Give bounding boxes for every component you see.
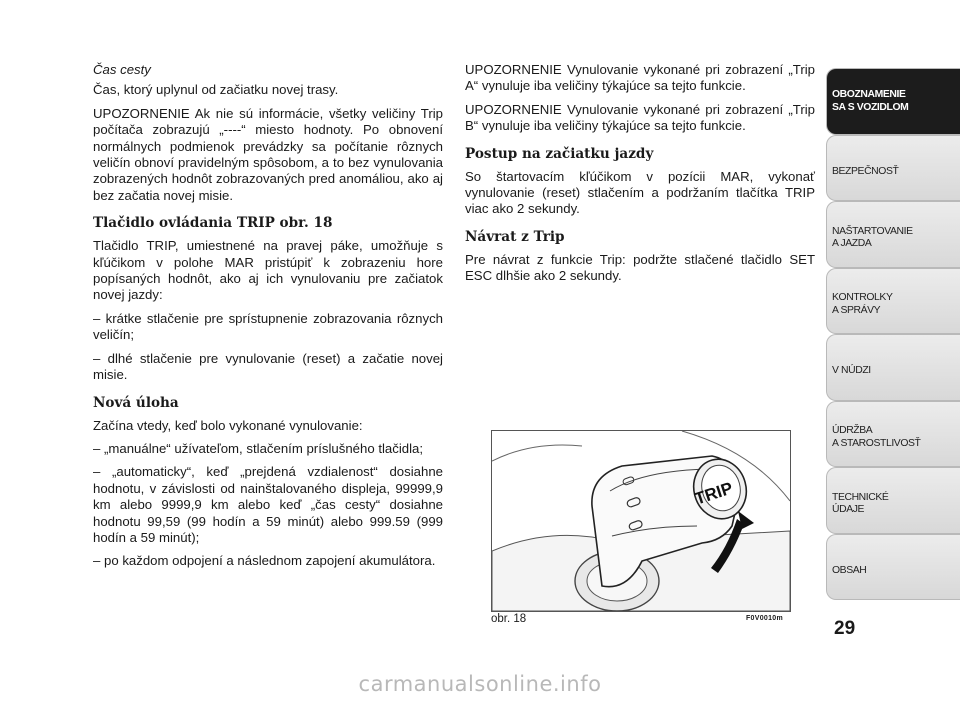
paragraph-automatic: – „automaticky“, keď „prejdená vzdialenost“ dosiahne hodnotu, v závislosti od nainštalovaného displeja, 99999,9 km alebo 9999,9 km alebo keď „čas cesty“ dosiahne hodnotu 99,59 (99 hodín a 59 minút) alebo 999.59 (999 hodín a 59 minút);	[93, 464, 443, 545]
heading-new-task: Nová úloha	[93, 394, 179, 411]
tab-obsah[interactable]	[826, 534, 960, 601]
paragraph-battery: – po každom odpojení a následnom zapojení akumulátora.	[93, 553, 436, 569]
paragraph-trip-time: Čas, ktorý uplynul od začiatku novej trasy.	[93, 82, 339, 98]
paragraph-return: Pre návrat z funkcie Trip: podržte stlačené tlačidlo SET ESC dlhšie ako 2 sekundy.	[465, 251, 815, 284]
tab-label: V NÚDZI	[832, 365, 871, 376]
chapter-tabs	[826, 68, 960, 600]
figure-code: F0V0010m	[745, 615, 783, 622]
tab-label: NAŠTARTOVANIE A JAZDA	[832, 225, 913, 250]
paragraph-short-press: – krátke stlačenie pre sprístupnenie zobrazovania rôznych veličín;	[93, 310, 443, 343]
paragraph-trip-button: Tlačidlo TRIP, umiestnené na pravej páke, umožňuje s kľúčikom v polohe MAR pristúpiť k zobrazeniu hore popísaných hodnôt, ako aj ich vynulovaniu pre začiatok novej jazdy:	[93, 238, 443, 303]
trip-button-label: TRIP	[692, 478, 736, 509]
tab-udrzba[interactable]	[826, 401, 960, 468]
paragraph-start: So štartovacím kľúčikom v pozícii MAR, vykonať vynulovanie (reset) stlačením a podržaním tlačítka TRIP viac ako 2 sekundy.	[465, 168, 815, 217]
tab-label: BEZPEČNOSŤ	[832, 165, 899, 177]
tab-label: ÚDRŽBA A STAROSTLIVOSŤ	[832, 425, 921, 449]
paragraph-manual: – „manuálne“ užívateľom, stlačením príslušného tlačidla;	[93, 440, 424, 456]
page-number: 29	[834, 618, 856, 639]
figure-trip-lever	[491, 430, 791, 612]
tab-kontrolky[interactable]	[826, 268, 960, 335]
watermark-text: carmanualsonline.info	[358, 672, 602, 696]
tab-bezpecnost[interactable]	[826, 135, 960, 202]
figure-caption-label: obr. 18	[491, 613, 527, 625]
tab-label: KONTROLKY A SPRÁVY	[832, 292, 893, 316]
paragraph-warning-a: UPOZORNENIE Vynulovanie vykonané pri zobrazení „Trip A“ vynuluje iba veličiny týkajúce sa tejto funkcie.	[465, 62, 815, 94]
tab-label: OBOZNAMENIE SA S VOZIDLOM	[832, 89, 909, 113]
heading-start: Postup na začiatku jazdy	[465, 145, 654, 162]
paragraph-warning: UPOZORNENIE Ak nie sú informácie, všetky veličiny Trip počítača zobrazujú „----“ miesto hodnoty. Po obnovení normálnych podmienok prevádzky sa počítanie rôznych veličín obnoví pravidelným spôsobom, a to bez vynulovania zobrazených hodnôt zobrazovaných pred anomáliou, ako aj bez začatia novej misie.	[93, 105, 443, 203]
paragraph-long-press: – dlhé stlačenie pre vynulovanie (reset) a začatie novej misie.	[93, 350, 443, 383]
tab-oboznamenie[interactable]	[826, 68, 960, 135]
tab-v-nudzi[interactable]	[826, 334, 960, 401]
tab-technicke-udaje[interactable]	[826, 467, 960, 534]
paragraph-new-task: Začína vtedy, keď bolo vykonané vynulovanie:	[93, 417, 363, 433]
tab-label: OBSAH	[832, 564, 867, 576]
paragraph-warning-b: UPOZORNENIE Vynulovanie vykonané pri zobrazení „Trip B“ vynuluje iba veličiny týkajúce sa tejto funkcie.	[465, 101, 815, 134]
heading-trip-button: Tlačidlo ovládania TRIP obr. 18	[93, 215, 333, 232]
trip-lever-illustration	[492, 431, 790, 611]
tab-label: TECHNICKÉ ÚDAJE	[832, 491, 889, 516]
heading-return: Návrat z Trip	[465, 228, 565, 245]
tab-nastartovanie[interactable]	[826, 201, 960, 268]
left-column	[93, 62, 443, 577]
right-column	[465, 62, 815, 292]
subheading-trip-time: Čas cesty	[93, 62, 151, 77]
